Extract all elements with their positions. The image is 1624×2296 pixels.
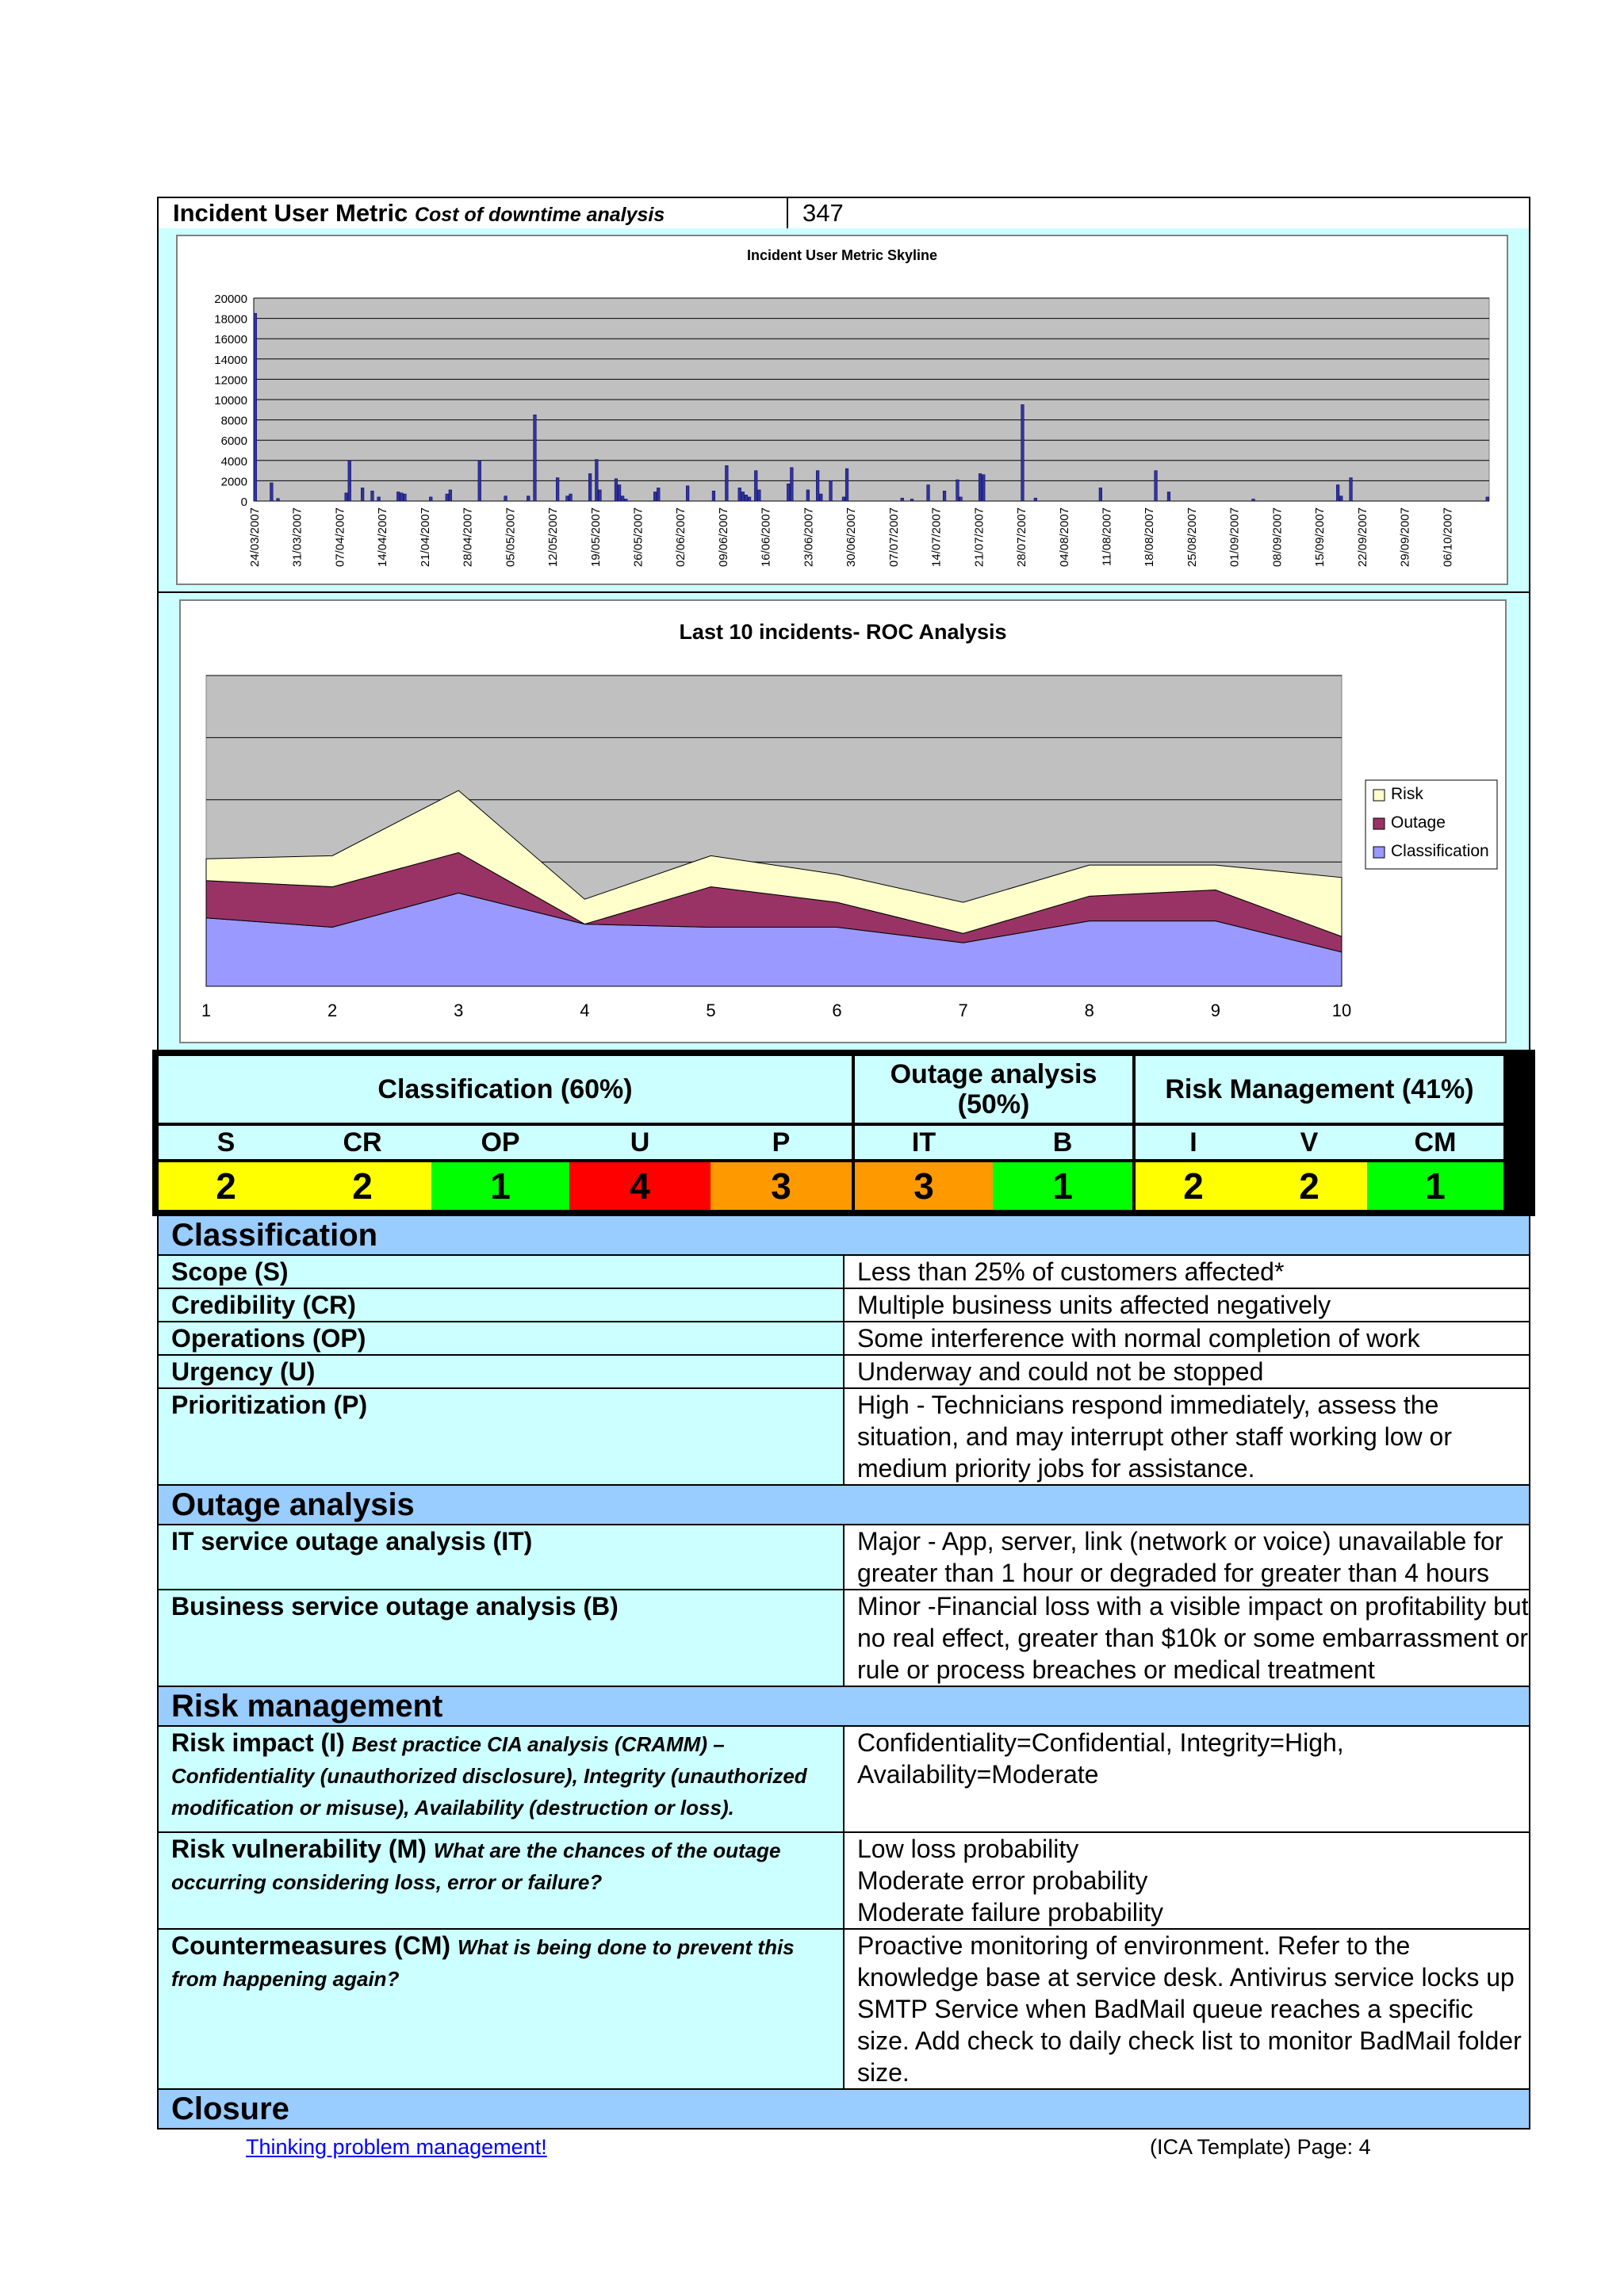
row-key: IT service outage analysis (IT) [158, 1525, 844, 1590]
skyline-bar [534, 415, 537, 501]
risk-impact-key-cell [158, 1726, 844, 1832]
x-tick-label: 30/06/2007 [845, 507, 859, 568]
y-tick-label: 20000 [214, 293, 247, 306]
risk-vuln-value: Moderate error probability [857, 1866, 1148, 1895]
row-key: Business service outage analysis (B) [158, 1590, 844, 1686]
skyline-bar [615, 479, 618, 501]
skyline-bar [956, 480, 959, 501]
metric-subtitle: Cost of downtime analysis [414, 204, 665, 226]
risk-vuln-value: Moderate failure probability [857, 1898, 1163, 1927]
x-tick-label: 3 [454, 1001, 464, 1020]
x-tick-label: 21/04/2007 [418, 507, 432, 568]
scorecard-score: 1 [1367, 1162, 1503, 1210]
x-tick-label: 07/07/2007 [887, 507, 901, 568]
x-tick-label: 02/06/2007 [674, 507, 688, 568]
x-tick-label: 26/05/2007 [631, 507, 645, 568]
x-tick-label: 29/09/2007 [1398, 507, 1412, 568]
y-tick-label: 12000 [214, 373, 247, 388]
row-value: High - Technicians respond immediately, assess the situation, and may interrupt other staff working low or medium priority jobs for assistance. [844, 1388, 1530, 1485]
x-tick-label: 14/04/2007 [376, 507, 390, 568]
scorecard-column-label: P [710, 1126, 852, 1159]
scorecard-score: 2 [1136, 1162, 1251, 1210]
roc-chart-box [179, 599, 1507, 1043]
skyline-bar [787, 484, 790, 501]
row-value: Some interference with normal completion of work [844, 1322, 1530, 1355]
legend-label: Outage [1391, 813, 1446, 832]
section-heading-outage: Outage analysis [158, 1485, 1530, 1525]
y-tick-label: 8000 [220, 414, 247, 428]
scorecard-group-header: Classification (60%) [159, 1056, 852, 1123]
skyline-bar [1034, 498, 1037, 501]
skyline-bar [758, 490, 761, 501]
x-tick-label: 15/09/2007 [1313, 507, 1327, 568]
skyline-bar [400, 493, 404, 501]
y-tick-label: 0 [240, 496, 247, 509]
skyline-bar [404, 494, 407, 501]
chart-title: Last 10 incidents- ROC Analysis [679, 620, 1007, 644]
scorecard-score: 4 [569, 1162, 710, 1210]
section-row [158, 2089, 1530, 2129]
x-tick-label: 5 [706, 1001, 716, 1020]
x-tick-label: 1 [201, 1001, 212, 1020]
chart-title: Incident User Metric Skyline [746, 247, 938, 263]
x-tick-label: 19/05/2007 [588, 507, 603, 568]
skyline-bar [1099, 488, 1102, 501]
table-row [158, 1355, 1530, 1388]
x-tick-label: 31/03/2007 [290, 507, 304, 568]
skyline-bar [348, 461, 351, 501]
table-row [158, 1288, 1530, 1322]
scorecard-column-label: I [1136, 1126, 1251, 1159]
skyline-bar [618, 485, 621, 501]
x-tick-label: 24/03/2007 [248, 507, 262, 568]
scorecard-score: 2 [293, 1162, 431, 1210]
x-tick-label: 6 [832, 1001, 842, 1020]
section-row [158, 1485, 1530, 1525]
skyline-bar [791, 468, 794, 501]
skyline-bar [819, 494, 822, 501]
scorecard-column-label: CM [1367, 1126, 1503, 1159]
section-heading-closure: Closure [158, 2089, 1530, 2129]
section-heading-risk: Risk management [158, 1686, 1530, 1726]
row-value: Less than 25% of customers affected* [844, 1255, 1530, 1288]
skyline-bar [1339, 496, 1342, 501]
x-tick-label: 18/08/2007 [1143, 507, 1157, 568]
risk-vuln-value: Low loss probability [857, 1835, 1079, 1863]
countermeasures-key-cell [158, 1929, 844, 2089]
row-key: Operations (OP) [158, 1322, 844, 1355]
x-tick-label: 28/07/2007 [1015, 507, 1029, 568]
skyline-bar [686, 486, 689, 501]
skyline-bar [845, 469, 848, 501]
skyline-bar [446, 494, 449, 501]
skyline-bar [726, 465, 729, 501]
skyline-bar [527, 496, 530, 501]
metric-value: 347 [802, 199, 844, 227]
x-tick-label: 21/07/2007 [972, 507, 986, 568]
skyline-bar [712, 491, 715, 501]
row-value: Underway and could not be stopped [844, 1355, 1530, 1388]
x-tick-label: 28/04/2007 [461, 507, 475, 568]
scorecard-group-header: Risk Management (41%) [1136, 1056, 1503, 1123]
skyline-bar [621, 496, 624, 501]
skyline-bar [396, 492, 400, 501]
table-row [158, 1322, 1530, 1355]
x-tick-label: 22/09/2007 [1355, 507, 1369, 568]
row-key: Scope (S) [158, 1255, 844, 1288]
skyline-bar [1252, 499, 1255, 501]
skyline-bar [596, 460, 599, 501]
skyline-bar [1167, 492, 1170, 501]
risk-vuln-key: Risk vulnerability (M) [171, 1835, 427, 1863]
x-tick-label: 9 [1210, 1001, 1221, 1020]
scorecard-column-label: CR [293, 1126, 431, 1159]
charts-divider [157, 591, 1530, 593]
x-tick-label: 7 [958, 1001, 968, 1020]
skyline-bar [254, 313, 257, 501]
skyline-bar [449, 490, 452, 501]
x-tick-label: 8 [1084, 1001, 1094, 1020]
risk-impact-value: Confidentiality=Confidential, Integrity=High, Availability=Moderate [844, 1726, 1530, 1832]
x-tick-label: 11/08/2007 [1100, 507, 1114, 566]
x-tick-label: 12/05/2007 [546, 507, 561, 568]
legend-label: Classification [1391, 842, 1489, 860]
skyline-bar [754, 471, 757, 501]
skyline-bar [556, 478, 559, 501]
x-tick-label: 05/05/2007 [504, 507, 518, 568]
table-row [158, 1388, 1530, 1485]
skyline-bar [982, 475, 985, 501]
y-tick-label: 2000 [220, 475, 247, 489]
skyline-bar [429, 497, 432, 501]
skyline-bar [979, 473, 982, 501]
metric-title-cell [159, 198, 788, 228]
x-tick-label: 4 [580, 1001, 590, 1020]
skyline-chart [178, 236, 1507, 584]
skyline-bar [943, 491, 946, 501]
skyline-bar [270, 483, 274, 501]
risk-vuln-note: What are the chances of the outage occurring considering loss, error or failure? [171, 1839, 781, 1894]
y-tick-label: 6000 [220, 434, 247, 449]
y-tick-label: 14000 [214, 353, 247, 367]
scorecard-column-label: S [159, 1126, 293, 1159]
skyline-bar [588, 473, 592, 501]
skyline-bar [478, 461, 481, 501]
skyline-bar [1350, 478, 1353, 501]
x-tick-label: 08/09/2007 [1270, 507, 1285, 568]
row-key: Credibility (CR) [158, 1288, 844, 1322]
scorecard-score: 3 [855, 1162, 993, 1210]
skyline-bar [745, 495, 748, 501]
row-key: Urgency (U) [158, 1355, 844, 1388]
skyline-bar [959, 497, 963, 501]
skyline-bar [741, 492, 745, 501]
x-tick-label: 25/08/2007 [1185, 507, 1199, 568]
row-value: Minor -Financial loss with a visible impact on profitability but no real effect, greater than $10k or some embarrassment or rule or process breaches or medical treatment [844, 1590, 1530, 1686]
details-table [157, 1215, 1530, 2130]
x-tick-label: 06/10/2007 [1441, 507, 1455, 568]
table-row [158, 1726, 1530, 1832]
risk-impact-key: Risk impact (I) [171, 1728, 345, 1757]
skyline-bar [569, 494, 573, 501]
skyline-bar [910, 499, 914, 501]
skyline-bar [653, 492, 657, 501]
y-tick-label: 16000 [214, 333, 247, 347]
metric-title: Incident User Metric [173, 199, 408, 227]
skyline-bar [748, 497, 751, 501]
metric-header-row [157, 197, 1530, 230]
y-tick-label: 10000 [214, 394, 247, 408]
legend-swatch [1373, 818, 1385, 829]
skyline-bar [829, 480, 833, 501]
legend-swatch [1373, 847, 1385, 858]
scorecard-column-label: B [993, 1126, 1132, 1159]
y-tick-label: 18000 [214, 312, 247, 327]
x-tick-label: 16/06/2007 [759, 507, 773, 568]
x-tick-label: 14/07/2007 [929, 507, 944, 568]
x-tick-label: 01/09/2007 [1228, 507, 1242, 568]
scorecard-column-label: V [1251, 1126, 1367, 1159]
table-row [158, 1590, 1530, 1686]
table-row [158, 1255, 1530, 1288]
countermeasures-key: Countermeasures (CM) [171, 1931, 451, 1960]
skyline-bar [806, 490, 810, 501]
skyline-bar [345, 493, 348, 501]
scorecard-column-label: OP [431, 1126, 569, 1159]
roc-chart [181, 601, 1505, 1042]
risk-vuln-key-cell [158, 1832, 844, 1929]
scorecard-column-label: U [569, 1126, 710, 1159]
skyline-bar [361, 488, 364, 501]
skyline-bar [1336, 485, 1339, 501]
countermeasures-value: Proactive monitoring of environment. Refer to the knowledge base at service desk. Antivirus service locks up SMTP Service when BadMail queue reaches a specific size. Add check to daily check list to monitor BadMail folder size. [844, 1929, 1530, 2089]
row-value: Major - App, server, link (network or voice) unavailable for greater than 1 hour or degraded for greater than 4 hours [844, 1525, 1530, 1590]
footer-link[interactable]: Thinking problem management! [246, 2135, 547, 2159]
section-heading-classification: Classification [158, 1215, 1530, 1255]
x-tick-label: 10 [1331, 1001, 1352, 1020]
skyline-bar [1486, 497, 1489, 501]
footer-page-number: (ICA Template) Page: 4 [1150, 2135, 1371, 2159]
scorecard-score: 2 [159, 1162, 293, 1210]
y-tick-label: 4000 [220, 454, 247, 469]
table-row [158, 1929, 1530, 2089]
skyline-bar [816, 471, 819, 501]
skyline-bar [738, 488, 741, 501]
x-tick-label: 04/08/2007 [1057, 507, 1071, 568]
x-tick-label: 07/04/2007 [333, 507, 347, 568]
skyline-bar [657, 488, 660, 501]
legend-label: Risk [1391, 785, 1423, 803]
scorecard-score: 3 [710, 1162, 852, 1210]
skyline-bar [371, 491, 374, 501]
skyline-bar [599, 490, 602, 501]
scorecard-score: 2 [1251, 1162, 1367, 1210]
skyline-bar [624, 499, 627, 501]
skyline-bar [504, 496, 508, 501]
x-tick-label: 23/06/2007 [802, 507, 816, 568]
row-key: Prioritization (P) [158, 1388, 844, 1485]
skyline-bar [1155, 471, 1158, 501]
table-row [158, 1832, 1530, 1929]
row-value: Multiple business units affected negatively [844, 1288, 1530, 1322]
skyline-bar [842, 497, 845, 501]
scorecard [152, 1050, 1535, 1216]
scorecard-score: 1 [431, 1162, 569, 1210]
risk-impact-note: Best practice CIA analysis (CRAMM) – Confidentiality (unauthorized disclosure), Integrity (unauthorized modification or misuse), Availability (destruction or loss). [171, 1732, 807, 1820]
skyline-bar [1021, 404, 1025, 501]
skyline-bar [377, 497, 381, 501]
x-tick-label: 2 [327, 1001, 338, 1020]
skyline-bar [901, 498, 904, 501]
skyline-bar [277, 499, 280, 501]
countermeasures-note: What is being done to prevent this from happening again? [171, 1935, 795, 1991]
risk-vuln-value-cell [844, 1832, 1530, 1929]
scorecard-score: 1 [993, 1162, 1132, 1210]
scorecard-group-header: Outage analysis (50%) [855, 1056, 1132, 1123]
table-row [158, 1525, 1530, 1590]
scorecard-column-label: IT [855, 1126, 993, 1159]
x-tick-label: 09/06/2007 [716, 507, 730, 568]
section-row [158, 1215, 1530, 1255]
legend-swatch [1373, 790, 1385, 801]
chart-legend [1365, 780, 1497, 869]
section-row [158, 1686, 1530, 1726]
skyline-bar [927, 485, 930, 501]
skyline-bar [566, 496, 569, 501]
skyline-chart-box [176, 235, 1508, 585]
